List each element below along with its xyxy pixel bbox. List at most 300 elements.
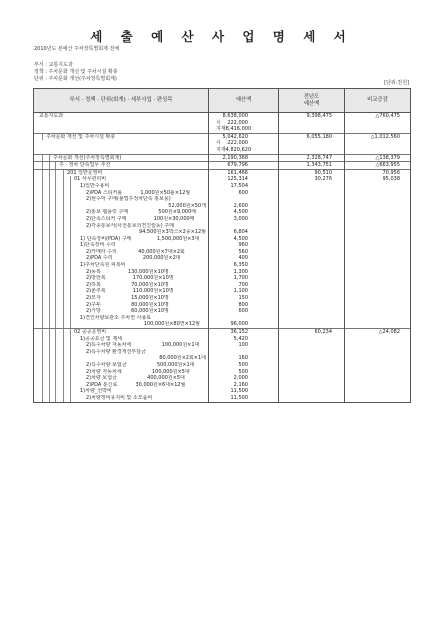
tree-guide-line xyxy=(70,275,71,282)
row-budget-total: 2,160 xyxy=(233,381,248,388)
tree-guide-line xyxy=(63,203,64,210)
row-label-cell xyxy=(34,329,209,336)
tree-guide-line xyxy=(70,249,71,256)
table-row xyxy=(34,355,411,362)
tree-guide-line xyxy=(42,170,43,177)
tree-guide-line xyxy=(55,375,56,382)
table-row xyxy=(34,329,411,336)
row-label-cell xyxy=(34,262,209,269)
row-diff: △1,012,560 xyxy=(345,133,411,154)
row-unit-price: 94,500원×3박스×2종×12월 xyxy=(139,229,206,236)
row-label: 2)PDA 수리 xyxy=(86,255,113,262)
row-diff: 70,956 xyxy=(345,169,411,176)
tree-guide-line xyxy=(70,382,71,389)
tree-guide-line xyxy=(70,369,71,376)
row-label: 2)카메라 수리 xyxy=(86,248,117,255)
row-label-cell xyxy=(34,209,209,216)
row-label: 2)차량정비유지비 및 소모품비 xyxy=(86,394,153,401)
meta-unit: 단위 : 주차문화 개선(주차장특별회계) xyxy=(34,76,117,82)
row-label: 교통지도과 xyxy=(39,113,64,119)
tree-guide-line xyxy=(63,302,64,309)
row-label-cell xyxy=(34,190,209,197)
row-label: 주차문화 개선 및 주차시설 확충 xyxy=(46,133,116,140)
row-budget xyxy=(209,342,279,349)
table-row xyxy=(34,375,411,382)
tree-guide-line xyxy=(70,282,71,289)
tree-guide-line xyxy=(42,355,43,362)
row-prev-budget: 30,276 xyxy=(279,176,345,183)
row-prev-budget xyxy=(279,269,345,276)
tree-guide-line xyxy=(42,223,43,230)
row-prev-budget xyxy=(279,369,345,376)
row-budget-total: 500 xyxy=(238,368,248,375)
row-label-cell xyxy=(34,282,209,289)
row-budget xyxy=(209,302,279,309)
tree-guide-line xyxy=(42,329,43,336)
tree-guide-line xyxy=(63,342,64,349)
tree-guide-line xyxy=(70,190,71,197)
tree-guide-line xyxy=(42,369,43,376)
table-row xyxy=(34,223,411,230)
row-budget-total: 960 xyxy=(238,242,248,249)
row-label-cell xyxy=(34,249,209,256)
table-row xyxy=(34,216,411,223)
header-budget: 예산액 xyxy=(209,89,279,113)
table-row xyxy=(34,336,411,343)
tree-guide-line xyxy=(55,288,56,295)
tree-guide-line xyxy=(63,216,64,223)
tree-guide-line xyxy=(55,196,56,203)
tree-guide-line xyxy=(63,308,64,315)
row-diff xyxy=(345,349,411,356)
row-budget-total: 160 xyxy=(238,355,248,362)
tree-guide-line xyxy=(55,176,56,183)
row-label: 1)견인차량보관소 주차면 사용료 xyxy=(80,314,152,321)
row-prev-budget xyxy=(279,342,345,349)
row-prev-budget xyxy=(279,275,345,282)
table-row xyxy=(34,315,411,322)
row-label: 2)현수막 구매(불법주정차단속 홍보용) xyxy=(86,196,171,203)
tree-guide-line xyxy=(70,336,71,343)
row-budget xyxy=(209,355,279,362)
row-budget-total: 36,152 xyxy=(230,329,248,335)
row-budget-total: 6,804 xyxy=(233,229,248,236)
row-unit-price: 110,000원×10명 xyxy=(132,288,174,295)
row-prev-budget xyxy=(279,229,345,236)
row-budget xyxy=(209,308,279,315)
tree-guide-line xyxy=(55,255,56,262)
tree-guide-line xyxy=(63,282,64,289)
tree-guide-line xyxy=(70,315,71,322)
tree-guide-line xyxy=(63,375,64,382)
row-diff xyxy=(345,336,411,343)
tree-guide-line xyxy=(63,321,64,328)
tree-guide-line xyxy=(55,183,56,190)
row-budget xyxy=(209,203,279,210)
tree-guide-line xyxy=(49,155,50,162)
row-budget xyxy=(209,190,279,197)
meta-policy: 정책 : 주차문화 개선 및 주차시설 확충 xyxy=(34,69,118,75)
tree-guide-line xyxy=(70,375,71,382)
row-budget-total: 600 xyxy=(238,308,248,315)
row-prev-budget xyxy=(279,349,345,356)
row-budget xyxy=(209,154,279,162)
row-diff: △138,379 xyxy=(345,154,411,162)
row-budget-total: 560 xyxy=(238,248,248,255)
tree-guide-line xyxy=(49,369,50,376)
row-diff: △663,955 xyxy=(345,162,411,170)
tree-guide-line xyxy=(63,395,64,402)
row-diff xyxy=(345,288,411,295)
tree-guide-line xyxy=(63,329,64,336)
table-row xyxy=(34,321,411,328)
table-row xyxy=(34,255,411,262)
row-budget-total: 8,638,000 xyxy=(222,113,248,119)
tree-guide-line xyxy=(63,275,64,282)
row-label: 1)단속장비 수리 xyxy=(80,242,116,249)
tree-guide-line xyxy=(55,321,56,328)
row-label: 2)PDA 통신료 xyxy=(86,381,118,388)
tree-guide-line xyxy=(42,302,43,309)
row-label-cell xyxy=(34,308,209,315)
tree-guide-line xyxy=(63,269,64,276)
tree-guide-line xyxy=(63,349,64,356)
row-unit-price: 70,000원×10명 xyxy=(131,281,169,288)
row-prev-budget xyxy=(279,249,345,256)
tree-guide-line xyxy=(70,216,71,223)
row-diff xyxy=(345,382,411,389)
tree-guide-line xyxy=(70,288,71,295)
row-budget-total: 1,300 xyxy=(233,268,248,275)
row-label: 1)차량_선박비 xyxy=(80,388,112,395)
row-budget-total: 96,000 xyxy=(230,321,248,328)
row-diff xyxy=(345,275,411,282)
row-budget xyxy=(209,275,279,282)
row-label-cell xyxy=(34,375,209,382)
tree-guide-line xyxy=(70,183,71,190)
row-diff xyxy=(345,342,411,349)
tree-guide-line xyxy=(63,288,64,295)
table-row xyxy=(34,176,411,183)
tree-guide-line xyxy=(42,295,43,302)
row-diff xyxy=(345,295,411,302)
row-label-cell xyxy=(34,229,209,236)
tree-guide-line xyxy=(49,308,50,315)
row-unit-price: 400,000원×5대 xyxy=(147,375,185,382)
row-budget-total: 100 xyxy=(238,342,248,349)
header-prev-line1: 전년도 xyxy=(303,93,320,100)
tree-guide-line xyxy=(42,255,43,262)
row-budget-total: 17,504 xyxy=(230,182,248,189)
row-prev-budget xyxy=(279,382,345,389)
tree-guide-line xyxy=(55,329,56,336)
row-diff xyxy=(345,369,411,376)
breakdown-amount: 8,416,000 xyxy=(225,126,252,133)
row-unit-price: 1,000원×50롤×12월 xyxy=(140,189,191,196)
tree-guide-line xyxy=(49,196,50,203)
row-budget-total: 11,500 xyxy=(230,394,248,401)
row-budget xyxy=(209,282,279,289)
row-prev-budget: 90,510 xyxy=(279,169,345,176)
row-label-cell xyxy=(34,133,209,154)
tree-guide-line xyxy=(49,242,50,249)
row-diff xyxy=(345,203,411,210)
row-diff xyxy=(345,190,411,197)
table-row xyxy=(34,203,411,210)
row-prev-budget xyxy=(279,308,345,315)
tree-guide-line xyxy=(63,249,64,256)
row-prev-budget xyxy=(279,336,345,343)
row-label-cell xyxy=(34,203,209,210)
tree-guide-line xyxy=(42,362,43,369)
table-row xyxy=(34,395,411,402)
row-label-cell xyxy=(34,176,209,183)
row-budget xyxy=(209,321,279,328)
tree-guide-line xyxy=(70,176,71,183)
row-label-cell xyxy=(34,369,209,376)
row-prev-budget xyxy=(279,236,345,243)
row-budget-total: 161,466 xyxy=(227,169,248,176)
tree-guide-line xyxy=(63,236,64,243)
tree-guide-line xyxy=(42,375,43,382)
row-budget xyxy=(209,369,279,376)
row-prev-budget xyxy=(279,242,345,249)
tree-guide-line xyxy=(63,369,64,376)
row-label-cell xyxy=(34,255,209,262)
tree-guide-line xyxy=(63,255,64,262)
table-row xyxy=(34,362,411,369)
row-label-cell xyxy=(34,154,209,162)
row-budget-total: 500 xyxy=(238,361,248,368)
tree-guide-line xyxy=(70,223,71,230)
row-label-cell xyxy=(34,275,209,282)
breakdown-amount: 4,820,620 xyxy=(225,146,252,153)
row-unit-price: 170,000원×10명 xyxy=(132,275,174,282)
table-row xyxy=(34,209,411,216)
row-diff xyxy=(345,269,411,276)
row-prev-budget xyxy=(279,388,345,395)
tree-guide-line xyxy=(42,176,43,183)
tree-guide-line xyxy=(63,382,64,389)
row-budget xyxy=(209,288,279,295)
tree-guide-line xyxy=(42,162,43,169)
tree-guide-line xyxy=(55,216,56,223)
table-row xyxy=(34,295,411,302)
tree-guide-line xyxy=(63,229,64,236)
tree-guide-line xyxy=(42,209,43,216)
tree-guide-line xyxy=(63,362,64,369)
header-prev-line2: 예산액 xyxy=(303,100,320,107)
page-title: 세 출 예 산 사 업 명 세 서 xyxy=(90,29,353,44)
tree-guide-line xyxy=(42,134,43,141)
row-diff xyxy=(345,236,411,243)
row-label-cell xyxy=(34,388,209,395)
row-label: 2)방한복 xyxy=(86,275,106,282)
tree-guide-line xyxy=(55,302,56,309)
row-diff xyxy=(345,362,411,369)
row-label-cell xyxy=(34,336,209,343)
row-unit-price: 200,000원×2대 xyxy=(142,255,181,262)
row-unit-price: 500,000원×1대 xyxy=(156,361,195,368)
table-row xyxy=(34,282,411,289)
row-label: 2)동복 xyxy=(86,268,101,275)
row-label: 1)일반수용비 xyxy=(80,182,110,189)
row-label: 주차문화 개선(주차장특별회계) xyxy=(53,154,122,161)
row-budget xyxy=(209,329,279,336)
tree-guide-line xyxy=(70,349,71,356)
tree-guide-line xyxy=(70,236,71,243)
tree-guide-line xyxy=(70,229,71,236)
row-budget xyxy=(209,176,279,183)
tree-guide-line xyxy=(49,355,50,362)
row-budget xyxy=(209,255,279,262)
row-budget xyxy=(209,249,279,256)
row-label: 2)특수차량 환경개선부담금 xyxy=(86,348,146,355)
tree-guide-line xyxy=(49,209,50,216)
row-unit-price: 15,000원×10명 xyxy=(131,295,169,302)
tree-guide-line xyxy=(42,342,43,349)
row-label: 주 · 정차 단속업무 추진 xyxy=(59,162,111,169)
row-budget-total: 4,500 xyxy=(233,209,248,216)
row-budget xyxy=(209,113,279,134)
tree-guide-line xyxy=(49,269,50,276)
tree-guide-line xyxy=(63,196,64,203)
row-label-cell xyxy=(34,269,209,276)
tree-guide-line xyxy=(49,321,50,328)
tree-guide-line xyxy=(42,190,43,197)
tree-guide-line xyxy=(49,162,50,169)
table-row xyxy=(34,269,411,276)
row-budget-total: 679,796 xyxy=(227,162,248,169)
tree-guide-line xyxy=(49,223,50,230)
tree-guide-line xyxy=(63,336,64,343)
row-label: 2)차량 자동차세 xyxy=(86,368,122,375)
tree-guide-line xyxy=(49,288,50,295)
row-unit-price: 100,000원×5대 xyxy=(151,368,190,375)
header-prev-budget xyxy=(279,89,345,113)
row-prev-budget xyxy=(279,355,345,362)
row-prev-budget xyxy=(279,255,345,262)
row-budget-breakdown xyxy=(212,146,252,154)
row-prev-budget xyxy=(279,362,345,369)
tree-guide-line xyxy=(49,395,50,402)
tree-guide-line xyxy=(42,395,43,402)
table-row xyxy=(34,154,411,162)
tree-guide-line xyxy=(42,282,43,289)
row-label: 2)춘추복 xyxy=(86,288,106,295)
row-unit-price: 500원×9,000매 xyxy=(158,209,197,216)
table-row xyxy=(34,229,411,236)
table-row xyxy=(34,288,411,295)
breakdown-source: 시 xyxy=(216,119,221,126)
row-budget-breakdown xyxy=(212,140,248,147)
tree-guide-line xyxy=(42,216,43,223)
row-budget xyxy=(209,209,279,216)
table-row xyxy=(34,183,411,190)
row-label-cell xyxy=(34,295,209,302)
tree-guide-line xyxy=(63,170,64,177)
tree-guide-line xyxy=(55,236,56,243)
row-label: 02 공공운영비 xyxy=(74,329,107,335)
row-label: 1) 단속장비(PDA) 구매 xyxy=(80,235,132,242)
row-label-cell xyxy=(34,216,209,223)
row-label-cell xyxy=(34,349,209,356)
tree-guide-line xyxy=(49,203,50,210)
tree-guide-line xyxy=(49,375,50,382)
row-prev-budget xyxy=(279,209,345,216)
table-row xyxy=(34,369,411,376)
row-budget xyxy=(209,242,279,249)
row-diff xyxy=(345,302,411,309)
tree-guide-line xyxy=(49,329,50,336)
row-unit-price: 100,000원×80면×12월 xyxy=(143,321,200,328)
row-budget xyxy=(209,229,279,236)
tree-guide-line xyxy=(70,395,71,402)
row-unit-price: 1,500,000원×3대 xyxy=(156,235,200,242)
row-label: 1)주차단속원 피복비 xyxy=(80,262,126,269)
tree-guide-line xyxy=(63,209,64,216)
tree-guide-line xyxy=(49,249,50,256)
table-row xyxy=(34,302,411,309)
row-budget xyxy=(209,349,279,356)
tree-guide-line xyxy=(55,388,56,395)
row-budget-total: 600 xyxy=(238,189,248,196)
row-prev-budget: 6,055,180 xyxy=(279,133,345,154)
row-budget-total: 125,314 xyxy=(227,176,248,183)
tree-guide-line xyxy=(55,369,56,376)
row-diff xyxy=(345,196,411,203)
row-prev-budget xyxy=(279,262,345,269)
row-budget-total: 800 xyxy=(238,301,248,308)
tree-guide-line xyxy=(55,349,56,356)
row-diff xyxy=(345,255,411,262)
table-row xyxy=(34,113,411,134)
tree-guide-line xyxy=(70,242,71,249)
row-unit-price: 30,000원×6대×12월 xyxy=(135,381,186,388)
tree-guide-line xyxy=(70,362,71,369)
tree-guide-line xyxy=(70,302,71,309)
row-unit-price: 80,000원×10명 xyxy=(131,301,169,308)
breakdown-source: 지재 xyxy=(216,126,226,133)
tree-guide-line xyxy=(49,388,50,395)
tree-guide-line xyxy=(49,315,50,322)
row-diff xyxy=(345,242,411,249)
tree-guide-line xyxy=(70,342,71,349)
tree-guide-line xyxy=(63,388,64,395)
row-label: 201 일반운영비 xyxy=(67,169,103,176)
tree-guide-line xyxy=(42,242,43,249)
tree-guide-line xyxy=(55,355,56,362)
tree-guide-line xyxy=(42,349,43,356)
row-budget-total: 2,190,368 xyxy=(222,154,248,161)
tree-guide-line xyxy=(70,203,71,210)
row-budget xyxy=(209,169,279,176)
row-unit-price: 40,000원×7대×2회 xyxy=(138,248,185,255)
tree-guide-line xyxy=(55,203,56,210)
meta-dept: 부서 : 교통지도과 xyxy=(34,62,73,68)
unit-label: [단위:천원] xyxy=(384,80,409,86)
row-label-cell xyxy=(34,321,209,328)
row-unit-price: 100,000원×1대 xyxy=(161,342,200,349)
row-budget-total: 3,000 xyxy=(233,215,248,222)
row-diff xyxy=(345,282,411,289)
row-budget-total: 2,000 xyxy=(233,375,248,382)
tree-guide-line xyxy=(42,183,43,190)
tree-guide-line xyxy=(70,295,71,302)
tree-guide-line xyxy=(70,321,71,328)
tree-guide-line xyxy=(55,262,56,269)
tree-guide-line xyxy=(70,308,71,315)
